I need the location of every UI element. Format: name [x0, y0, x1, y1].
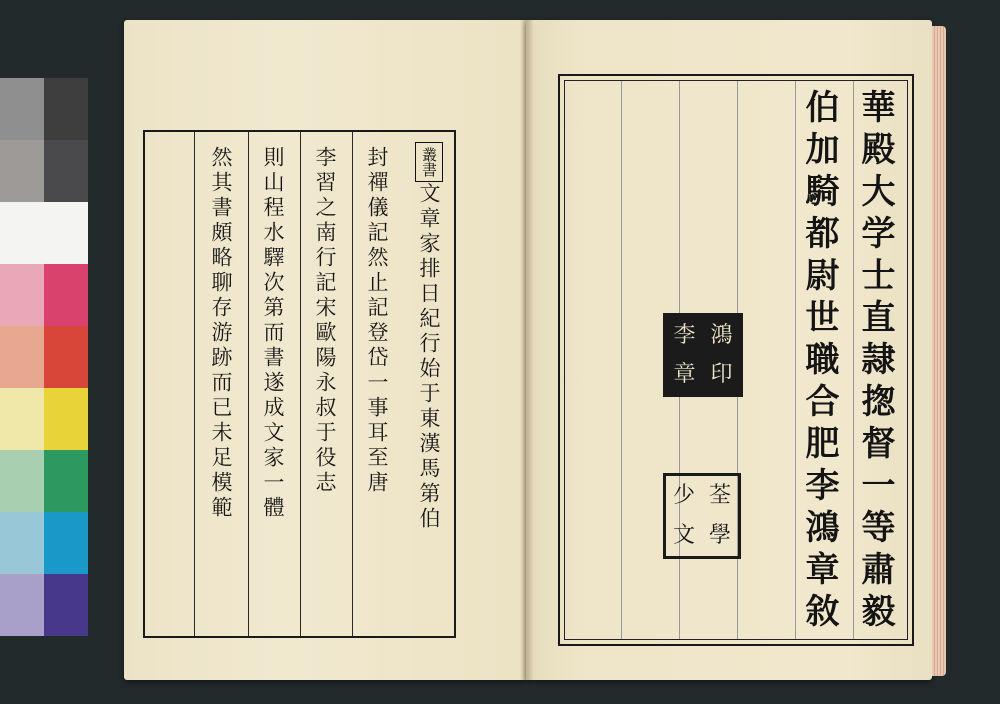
book-gutter: [520, 20, 534, 680]
left-column-6: [143, 132, 194, 636]
color-patch: [0, 450, 44, 512]
color-patch: [0, 78, 44, 140]
left-column-3: 李習之南行記宋歐陽永叔于役志: [300, 132, 350, 636]
color-patch: [0, 202, 44, 264]
color-patch: [0, 512, 44, 574]
left-column-2: 封禪儀記然止記登岱一事耳至唐: [352, 132, 402, 636]
left-column-4: 則山程水驛次第而書遂成文家一體: [248, 132, 298, 636]
seal-small: 少 荃 文 學: [663, 473, 741, 559]
left-column-1: [404, 132, 454, 636]
right-column-2: 伯加騎都尉世職合肥李鴻章敘: [799, 89, 839, 635]
left-text-frame: [143, 130, 456, 638]
color-patch: [44, 202, 88, 264]
page-edges: [932, 26, 946, 676]
color-patch: [44, 388, 88, 450]
left-column-1-text: 文章家排日紀行始于東漢馬第伯: [417, 182, 441, 532]
color-patch: [44, 264, 88, 326]
color-patch: [0, 388, 44, 450]
left-column-5: 然其書頗略聊存游跡而已未足模範: [194, 132, 246, 636]
right-inner-frame: [564, 80, 908, 640]
right-page: [526, 20, 932, 680]
title-box: 叢書: [415, 142, 443, 182]
color-calibration-strip: [0, 78, 88, 638]
color-patch: [44, 450, 88, 512]
color-patch: [0, 326, 44, 388]
seal-large: 李 鴻 章 印: [663, 313, 743, 397]
color-patch: [0, 574, 44, 636]
left-page: [124, 20, 526, 680]
right-column-1: 華殿大学士直隷揔督一等肅毅: [855, 89, 895, 635]
color-patch: [44, 512, 88, 574]
open-book: [124, 20, 946, 692]
column-rule: [621, 81, 622, 639]
color-patch: [0, 264, 44, 326]
color-patch: [44, 574, 88, 636]
color-patch: [44, 78, 88, 140]
color-patch: [44, 326, 88, 388]
color-patch: [0, 140, 44, 202]
right-text-frame: [558, 74, 914, 646]
color-patch: [44, 140, 88, 202]
